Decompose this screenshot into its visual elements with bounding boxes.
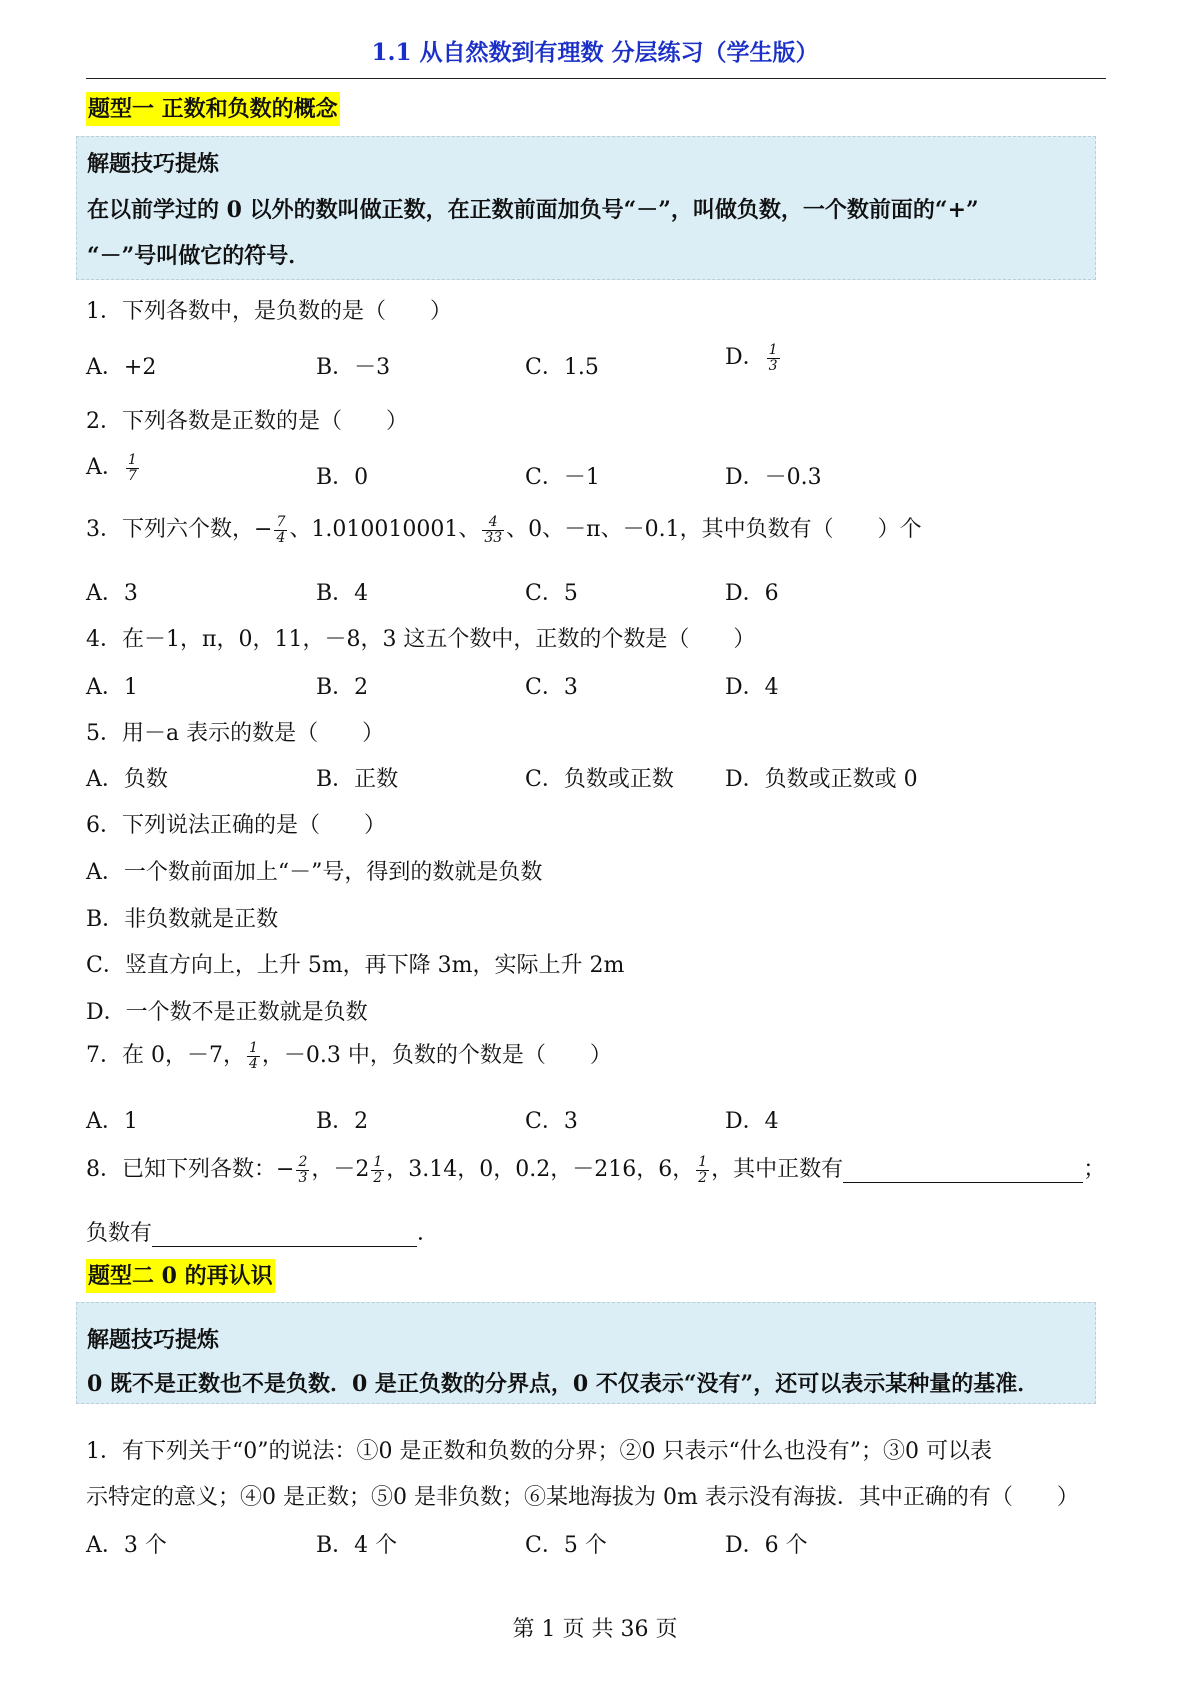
- fraction: $\frac{4}{33}$: [484, 513, 503, 546]
- question-6-stem: 6．下列说法正确的是（ ）: [86, 813, 386, 838]
- q5-option-d: D．负数或正数或 0: [725, 767, 918, 792]
- question-2-stem: 2．下列各数是正数的是（ ）: [86, 409, 408, 434]
- question-4-stem: 4．在－1，π，0，11，－8，3 这五个数中，正数的个数是（ ）: [86, 627, 756, 652]
- q4-option-a: A．1: [86, 675, 138, 700]
- q1-option-d: D． $\frac{1}{3}$: [725, 341, 778, 374]
- tip-title-2: 解题技巧提炼: [87, 1327, 220, 1353]
- fraction: $\frac{1}{4}$: [249, 1039, 258, 1072]
- q2-option-a: A． $\frac{1}{7}$: [86, 451, 137, 484]
- q7-option-b: B．2: [316, 1109, 369, 1134]
- question-8-line2: 负数有 ．: [86, 1221, 440, 1246]
- q5-option-c: C．负数或正数: [525, 767, 674, 792]
- tip-box-2: [76, 1302, 1096, 1404]
- question-8-stem: 8．已知下列各数：− $\frac{2}{3}$ ，－2 $\frac{1}{2}$ ，3.14，0，0.2，－216，6， $\frac{1}{2}$ ，其中正数有 ；: [86, 1153, 1106, 1186]
- header-divider: [86, 78, 1106, 79]
- q3-option-c: C．5: [525, 581, 578, 606]
- section2-question-1-line1: 1．有下列关于“0”的说法：①0 是正数和负数的分界；②0 只表示“什么也没有”；③0 可以表: [86, 1439, 992, 1464]
- tip-text-2: 0 既不是正数也不是负数．0 是正负数的分界点，0 不仅表示“没有”，还可以表示某种量的基准．: [87, 1371, 1040, 1397]
- q4-option-c: C．3: [525, 675, 578, 700]
- q7-option-c: C．3: [525, 1109, 578, 1134]
- page-title: 1.1 从自然数到有理数 分层练习（学生版）: [371, 39, 819, 66]
- q7-option-a: A．1: [86, 1109, 138, 1134]
- fraction: $\frac{1}{2}$: [698, 1153, 708, 1186]
- tip-box-1: [76, 136, 1096, 280]
- s2q1-option-b: B．4 个: [316, 1533, 398, 1558]
- s2q1-option-d: D．6 个: [725, 1533, 808, 1558]
- question-5-stem: 5．用－a 表示的数是（ ）: [86, 721, 385, 746]
- q6-option-a: A．一个数前面加上“－”号，得到的数就是负数: [86, 860, 543, 885]
- answer-blank-positive[interactable]: [843, 1157, 1083, 1183]
- q6-option-d: D．一个数不是正数就是负数: [86, 1000, 368, 1025]
- s2q1-option-c: C．5 个: [525, 1533, 607, 1558]
- tip-text-1a: 在以前学过的 0 以外的数叫做正数，在正数前面加负号“－”，叫做负数，一个数前面的“+”: [87, 197, 979, 223]
- q2-option-c: C．－1: [525, 465, 600, 490]
- fraction: $\frac{2}{3}$: [298, 1153, 308, 1186]
- q4-option-d: D．4: [725, 675, 779, 700]
- section2-question-1-line2: 示特定的意义；④0 是正数；⑤0 是非负数；⑥某地海拔为 0m 表示没有海拔．其中正确的有（ ）: [86, 1485, 1079, 1510]
- q2-option-b: B．0: [316, 465, 369, 490]
- q1-option-c: C．1.5: [525, 355, 599, 380]
- tip-text-1b: “－”号叫做它的符号．: [87, 243, 311, 269]
- fraction: $\frac{7}{4}$: [276, 513, 286, 546]
- q3-option-d: D．6: [725, 581, 779, 606]
- fraction: $\frac{1}{3}$: [768, 341, 778, 374]
- fraction: $\frac{1}{7}$: [127, 451, 137, 484]
- q6-option-c: C．竖直方向上，上升 5m，再下降 3m，实际上升 2m: [86, 953, 625, 978]
- section-heading-1: 题型一 正数和负数的概念: [86, 92, 340, 126]
- q3-option-a: A．3: [86, 581, 138, 606]
- q7-option-d: D．4: [725, 1109, 779, 1134]
- q2-option-d: D．－0.3: [725, 465, 822, 490]
- q6-option-b: B．非负数就是正数: [86, 907, 279, 932]
- page-footer: 第 1 页 共 36 页: [512, 1617, 678, 1642]
- q4-option-b: B．2: [316, 675, 369, 700]
- q3-option-b: B．4: [316, 581, 369, 606]
- question-3-stem: 3．下列六个数，− $\frac{7}{4}$ 、1.010010001、 $\frac{4}{33}$ 、0、－π、－0.1，其中负数有（ ）个: [86, 513, 922, 546]
- s2q1-option-a: A．3 个: [86, 1533, 167, 1558]
- q1-option-b: B．－3: [316, 355, 391, 380]
- question-7-stem: 7．在 0，－7， $\frac{1}{4}$ ，－0.3 中，负数的个数是（ ）: [86, 1039, 612, 1072]
- section-heading-2: 题型二 0 的再认识: [86, 1259, 275, 1293]
- question-1-stem: 1．下列各数中，是负数的是（ ）: [86, 299, 452, 324]
- fraction: $\frac{1}{2}$: [373, 1153, 383, 1186]
- q5-option-a: A．负数: [86, 767, 168, 792]
- answer-blank-negative[interactable]: [152, 1221, 417, 1247]
- q1-option-a: A．+2: [86, 355, 157, 380]
- q5-option-b: B．正数: [316, 767, 399, 792]
- tip-title-1: 解题技巧提炼: [87, 151, 220, 177]
